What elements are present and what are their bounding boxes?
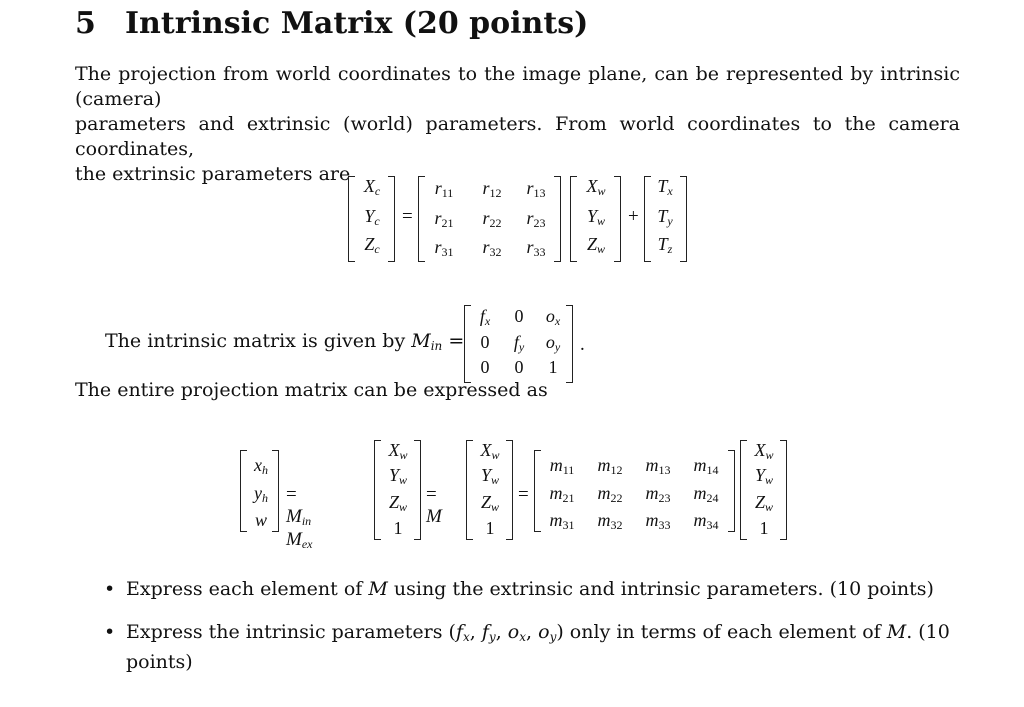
intrinsic-symbol: M <box>411 330 431 352</box>
bullet-2-line-2: points) <box>126 651 193 673</box>
bullet-item-1: • Express each element of M using the extrinsic and intrinsic parameters. (10 points) <box>104 578 934 600</box>
bullet-item-2: • Express the intrinsic parameters ($f_x$, $f_y$, $o_x$, $o_y$) only in terms of each element of M. (10 points) <box>126 620 956 675</box>
intrinsic-prefix: The intrinsic matrix is given by <box>105 330 406 352</box>
section-number: 5 <box>75 6 96 41</box>
section-title: Intrinsic Matrix (20 points) <box>125 6 589 41</box>
projection-statement: The entire projection matrix can be expressed as <box>75 379 548 401</box>
section-heading <box>75 6 588 41</box>
intro-line-3: the extrinsic parameters are <box>75 163 351 185</box>
intrinsic-subscript: in <box>430 339 443 353</box>
intro-line-1: The projection from world coordinates to the image plane, can be represented by intrinsic (camera) <box>75 63 960 110</box>
intrinsic-period: . <box>580 334 585 355</box>
intro-paragraph <box>75 62 960 187</box>
intrinsic-statement <box>105 330 464 353</box>
intro-line-2: parameters and extrinsic (world) parameters. From world coordinates to the camera coordinates, <box>75 113 960 160</box>
intrinsic-equals: = <box>448 330 465 352</box>
